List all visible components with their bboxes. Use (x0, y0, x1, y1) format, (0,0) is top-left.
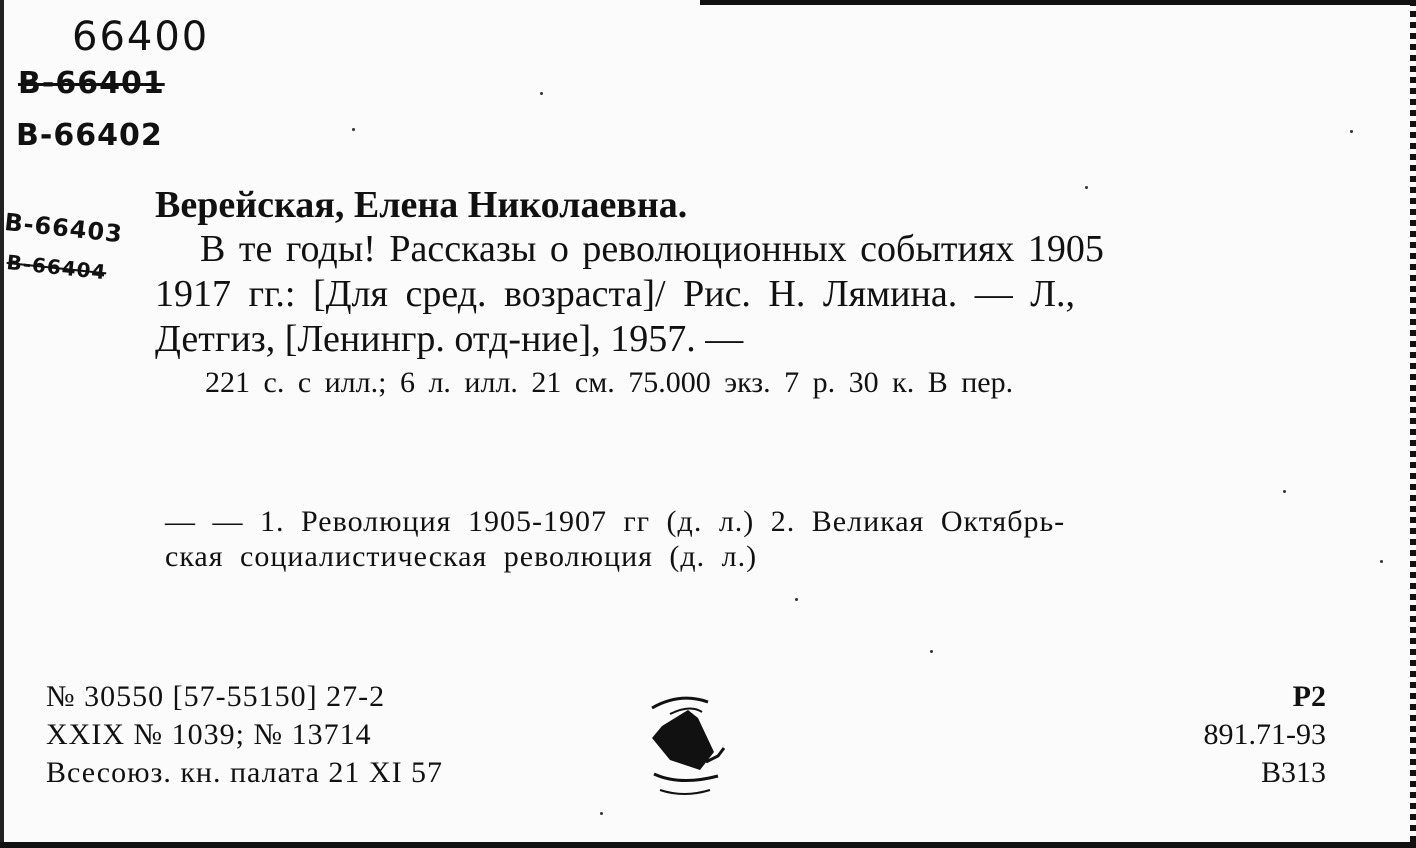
author-heading: Верейская, Елена Николаевна. (155, 184, 688, 226)
inventory-number-3: В-66402 (16, 118, 163, 153)
speck (1085, 186, 1088, 189)
registry-line: XXIX № 1039; № 13714 (46, 718, 372, 751)
inventory-number-1: 66400 (72, 14, 210, 60)
inventory-number-2: В-66401 (18, 66, 165, 101)
card-edge-left (0, 0, 4, 848)
speck (1380, 560, 1383, 563)
speck (930, 650, 933, 653)
subject-headings-line-2: ская социалистическая революция (д. л.) (165, 540, 758, 573)
speck (540, 92, 543, 95)
inventory-number-5: В-66404 (5, 250, 108, 285)
speck (795, 598, 798, 601)
subject-headings-line-1: — — 1. Революция 1905-1907 гг (д. л.) 2. Великая Октябрь- (165, 505, 1066, 538)
card-edge-right (1410, 0, 1416, 848)
card-number-line: № 30550 [57-55150] 27-2 (46, 680, 386, 713)
author-sign: В313 (1260, 756, 1326, 789)
speck (1350, 130, 1353, 133)
inventory-number-4: В-66403 (3, 208, 125, 249)
title-line-3: Детгиз, [Ленингр. отд-ние], 1957. — (155, 318, 744, 360)
speck (600, 812, 603, 815)
collation-line: 221 с. с илл.; 6 л. илл. 21 см. 75.000 экз. 7 р. 30 к. В пер. (205, 366, 1014, 399)
udc-number: 891.71-93 (1203, 718, 1326, 751)
title-line-1: В те годы! Рассказы о революционных событиях 1905 (200, 228, 1104, 270)
speck (352, 128, 355, 131)
speck (1283, 490, 1286, 493)
card-edge-top (700, 0, 1416, 5)
card-edge-bottom (0, 842, 1416, 848)
title-line-2: 1917 гг.: [Для сред. возраста]/ Рис. Н. Лямина. — Л., (155, 273, 1075, 315)
classification-index: Р2 (1292, 680, 1326, 713)
publisher-chamber-line: Всесоюз. кн. палата 21 XI 57 (46, 756, 444, 789)
publisher-emblem (640, 690, 740, 805)
